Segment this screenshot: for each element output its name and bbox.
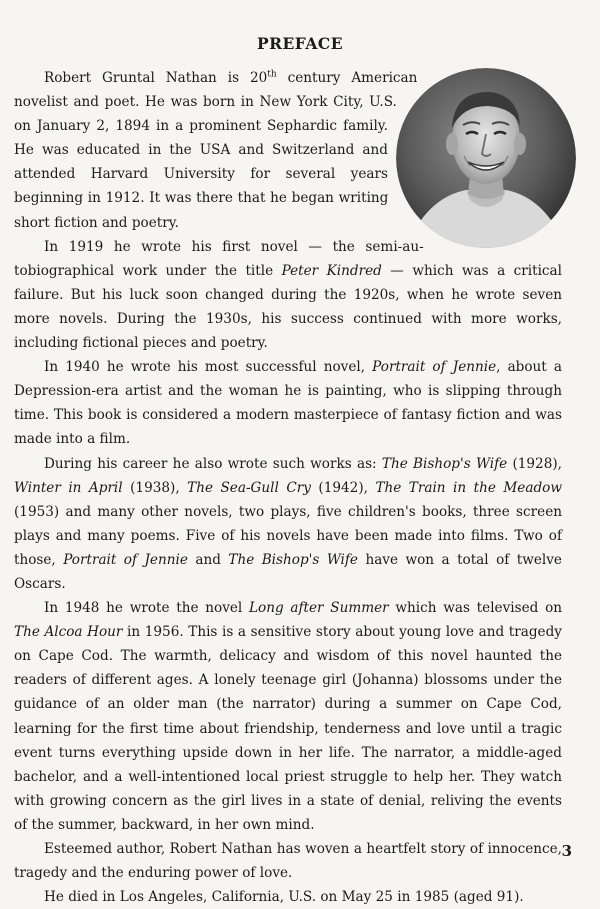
author-portrait-photo xyxy=(396,68,576,248)
preface-body xyxy=(14,66,562,909)
paragraph-6: Esteemed author, Robert Nathan has woven a heartfelt story of innocence, tragedy and the enduring power of love. xyxy=(14,841,562,882)
paragraph-1: Robert Gruntal Nathan is 20th century American novelist and poet. He was born in New York City, U.S. on January 2, 1894 in a prominent Sephardic family. He was educated in the USA and Switzerland and attended Harvard University for several years beginning in 1912. It was there that he began writing short fiction and poetry. xyxy=(14,69,418,231)
paragraph-2: In 1919 he wrote his first novel — the semi-autobiographical work under the title Peter Kindred — which was a critical failure. But his luck soon changed during the 1920s, when he wrote seven more novels. During the 1930s, his success continued with more works, including fictional pieces and poetry. xyxy=(14,238,562,352)
page-title: PREFACE xyxy=(256,34,344,53)
page-number: 3 xyxy=(561,842,572,860)
paragraph-7: He died in Los Angeles, California, U.S. on May 25 in 1985 (aged 91). xyxy=(44,889,524,906)
paragraph-4: During his career he also wrote such works as: The Bishop's Wife (1928), Winter in April (1938), The Sea-Gull Cry (1942), The Train in the Meadow (1953) and many other novels, two plays, five children's books, three screen plays and many poems. Five of his novels have been made into films. Two of those, Portrait of Jennie and The Bishop's Wife have won a total of twelve Oscars. xyxy=(14,455,562,592)
paragraph-5: In 1948 he wrote the novel Long after Summer which was televised on The Alcoa Hour in 1956. This is a sensitive story about young love and tragedy on Cape Cod. The warmth, delicacy and wisdom of this novel haunted the readers of different ages. A lonely teenage girl (Johanna) blossoms under the guidance of an older man (the narrator) during a summer on Cape Cod, learning for the first time about friendship, tenderness and love until a tragic event turns everything upside down in her life. The narrator, a middle-aged bachelor, and a well-intentioned local priest struggle to help her. They watch with growing concern as the girl lives in a state of denial, reliving the events of the summer, backward, in her own mind. xyxy=(14,600,563,833)
paragraph-3: In 1940 he wrote his most successful novel, Portrait of Jennie, about a Depression-era artist and the woman he is painting, who is slipping through time. This book is considered a modern masterpiece of fantasy fiction and was made into a film. xyxy=(14,359,562,448)
